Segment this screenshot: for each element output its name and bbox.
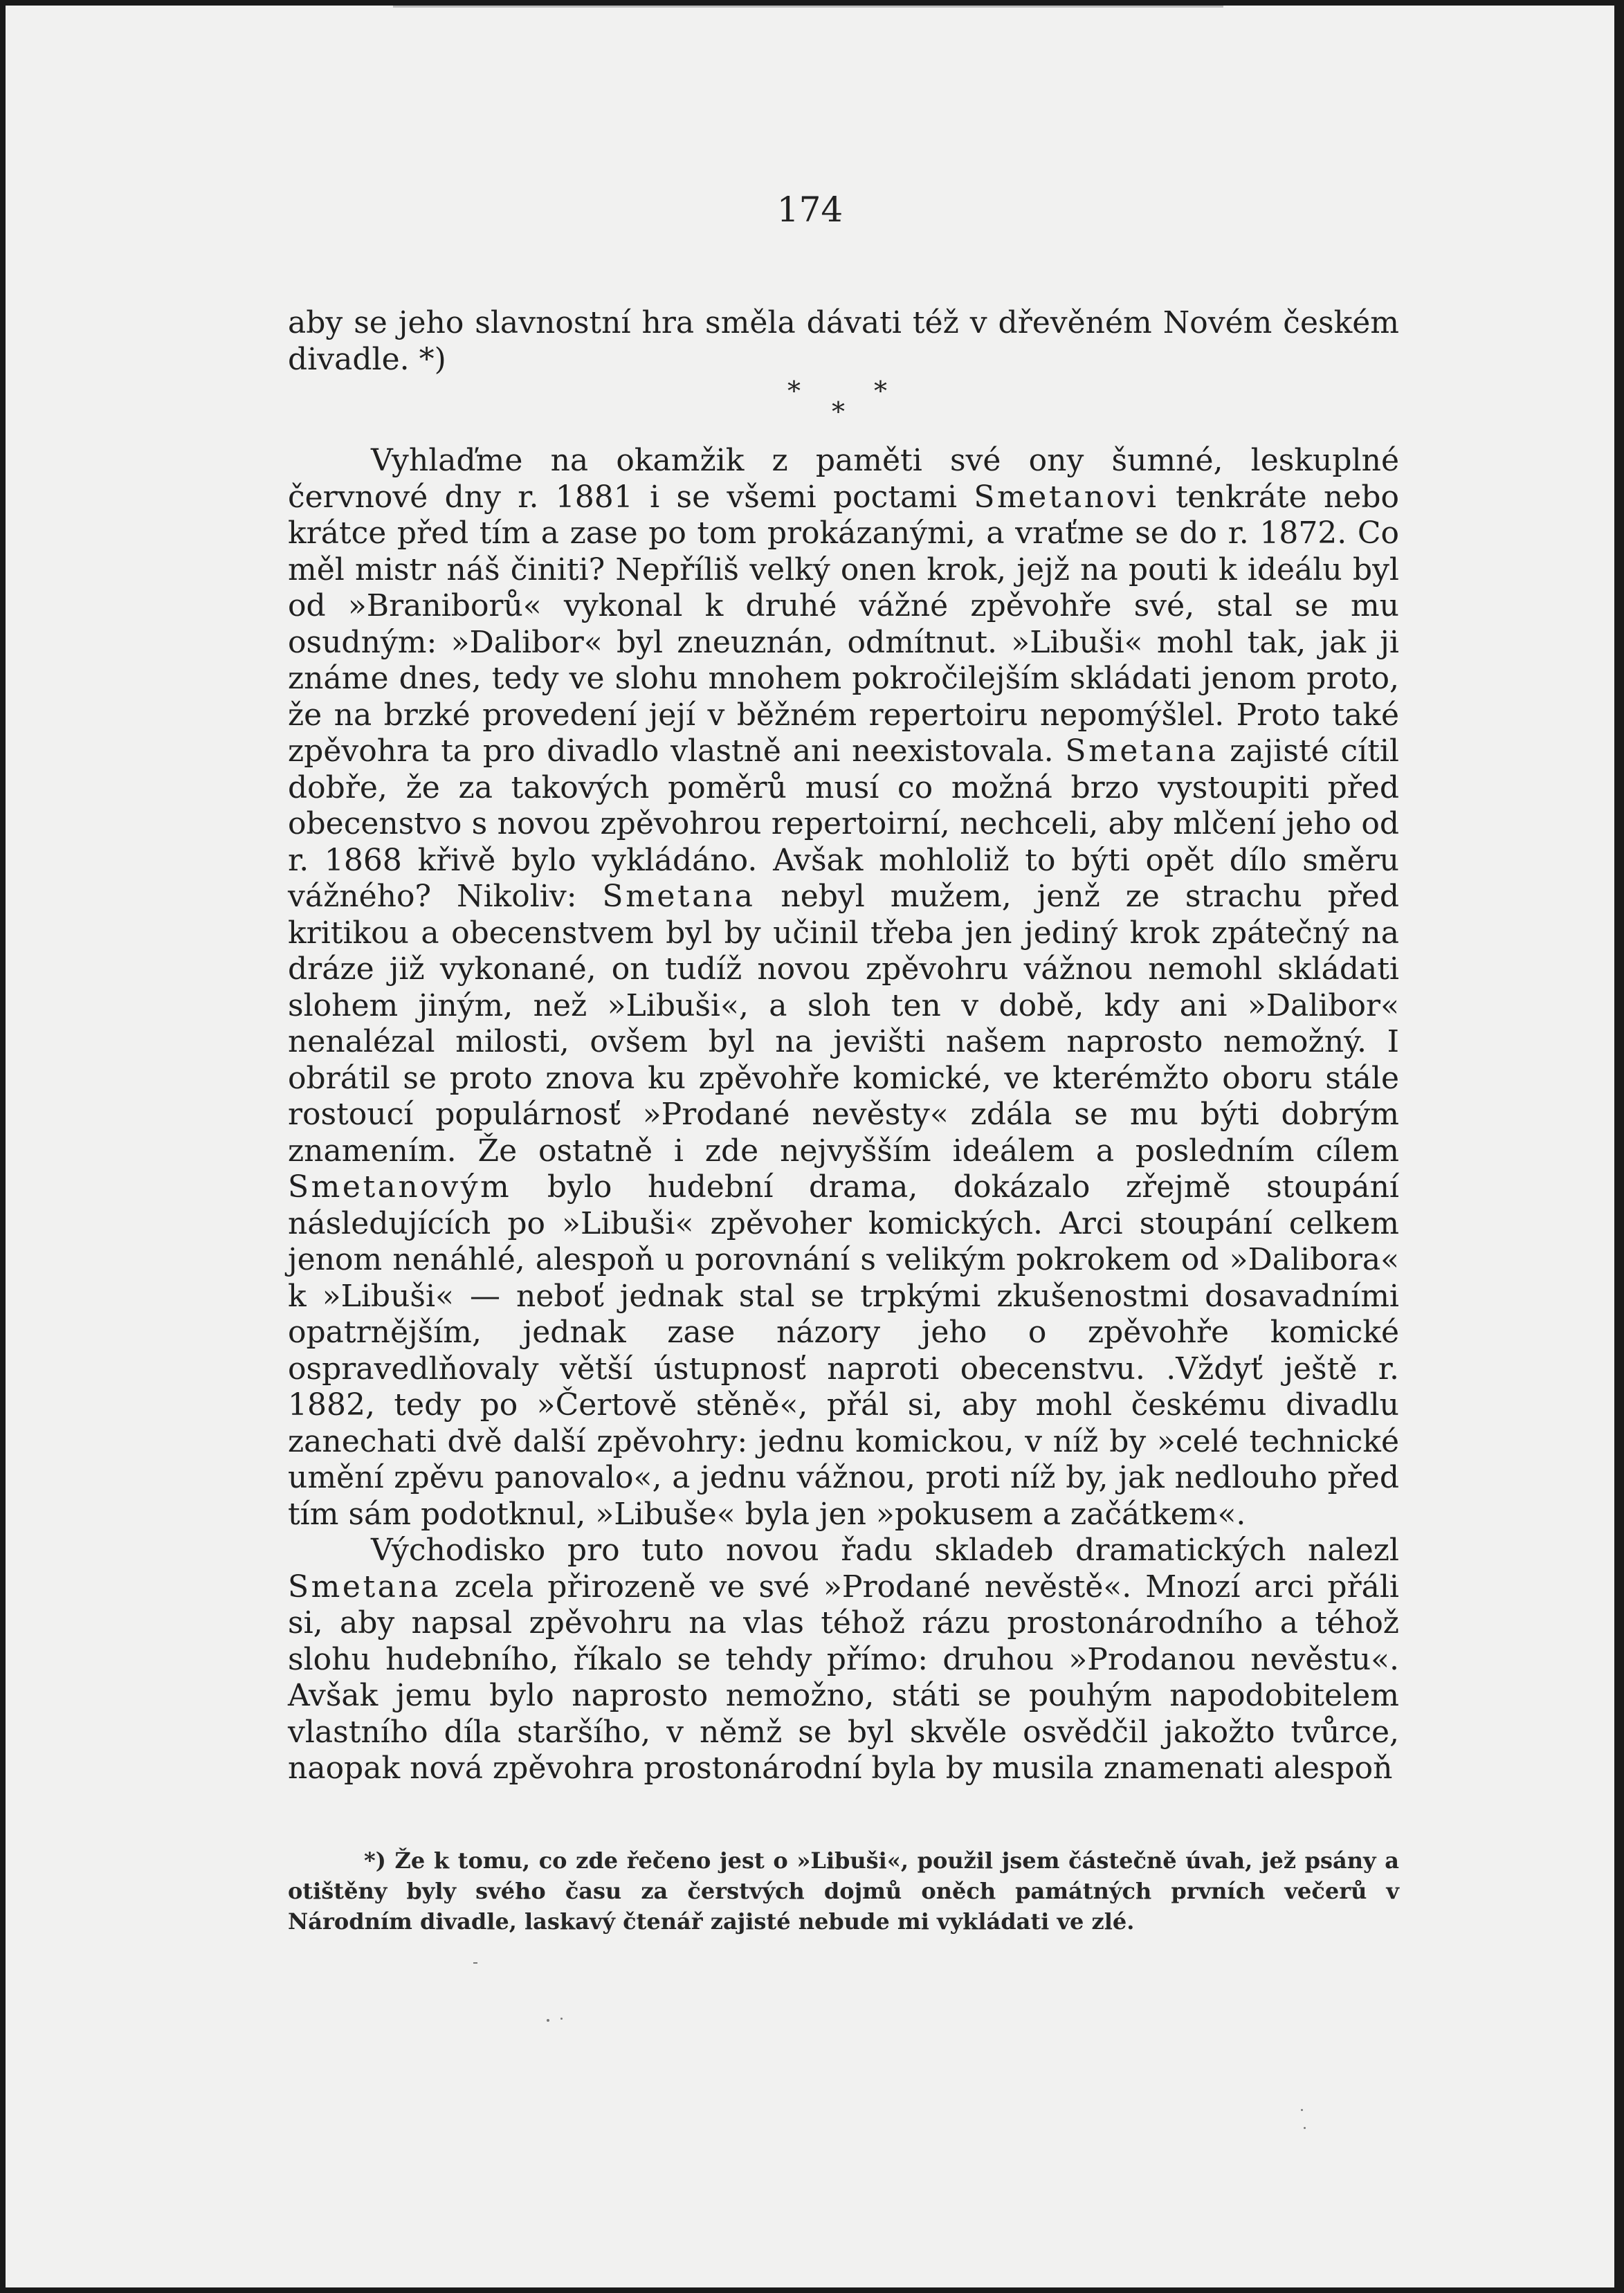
emphasized-name: Smetana [1065,733,1219,769]
speck [547,2019,549,2022]
book-page [6,6,1614,2287]
main-text [288,443,1399,1787]
asterisk-mark: * [787,376,801,406]
text-run: Vyhlaďme na okamžik z paměti své ony šumné, leskuplné červnové dny r. 1881 i se všemi poctami [288,443,1399,515]
text-run: Východisko pro tuto novou řadu skladeb dramatických nalezl [371,1533,1399,1568]
speck [473,1962,477,1964]
text-run: zcela přirozeně ve své »Prodané nevěstě«. Mnozí arci přáli si, aby napsal zpěvohru na vlas téhož rázu prostonárodního a téhož slohu hudebního, říkalo se tehdy přímo: druhou »Prodanou nevěstu«. Avšak jemu bylo naprosto nemožno, státi se pouhým napodobitelem vlastního díla staršího, v němž se byl skvěle osvědčil jakožto tvůrce, naopak nová zpěvohra prostonárodní byla by musila znamenati alespoň [288,1569,1399,1786]
continuation-paragraph [288,304,1399,378]
emphasized-name: Smetanovým [288,1169,512,1205]
text-run: nebyl mužem, jenž ze strachu před kritikou a obecenstvem byl by učinil třeba jen jediný krok zpátečný na dráze již vykonané, on tudíž novou zpěvohru vážnou nemohl skládati slohem jiným, než »Libuši«, a sloh ten v době, kdy ani »Dalibor« nenalézal milosti, ovšem byl na jevišti našem naprosto nemožný. I obrátil se proto znova ku zpěvohře komické, ve kterémžto oboru stále rostoucí populárnosť »Prodané nevěsty« zdála se mu býti dobrým znamením. Že ostatně i zde nejvyšším ideálem a posledním cílem [288,879,1399,1169]
asterisk-mark: * [832,396,845,427]
text-run: tenkráte nebo krátce před tím a zase po tom prokázanými, a vraťme se do r. 1872. Co měl mistr náš činiti? Nepříliš velký onen krok, jejž na pouti k ideálu byl od »Braniborů« vykonal k druhé vážné zpěvohře své, stal se mu osudným: »Dalibor« byl zneuznán, odmítnut. »Libuši« mohl tak, jak ji známe dnes, tedy ve slohu mnohem pokročilejším skládati jenom proto, že na brzké provedení její v běžném repertoiru nepomýšlel. Proto také zpěvohra ta pro divadlo vlastně ani neexistovala. [288,479,1400,769]
asterisk-mark: * [874,376,887,406]
text-run: zajisté cítil dobře, že za takových poměrů musí co možná brzo vystoupiti před obecenstvo s novou zpěvohrou repertoirní, nechceli, aby mlčení jeho od r. 1868 křivě bylo vykládáno. Avšak mohloliž to býti opět dílo směru vážného? Nikoliv: [288,733,1400,914]
text-run: bylo hudební drama, dokázalo zřejmě stoupání následujících po »Libuši« zpěvoher komických. Arci stoupání celkem jenom nenáhlé, alespoň u porovnání s velikým pokrokem od »Dalibora« k »Libuši« — neboť jednak stal se trpkými zkušenostmi dosavadními opatrnějším, jednak zase názory jeho o zpěvohře komické ospravedlňovaly větší ústupnosť naproti obecenstvu. .Vždyť ještě r. 1882, tedy po »Čertově stěně«, přál si, aby mohl českému divadlu zanechati dvě další zpěvohry: jednu komickou, v níž by »celé technické umění zpěvu panovalo«, a jednu vážnou, proti níž by, jak nedlouho před tím sám podotknul, »Libuše« byla jen »pokusem a začátkem«. [288,1169,1399,1532]
scan-edge-line [393,6,1223,8]
page-number: 174 [776,190,843,230]
paragraph-2 [288,1533,1399,1787]
emphasized-name: Smetana [602,879,756,914]
section-asterism [781,376,905,427]
speck [560,2018,563,2020]
footnote [288,1845,1399,1937]
emphasized-name: Smetana [288,1569,441,1605]
speck [1301,2109,1303,2111]
emphasized-name: Smetanovi [974,479,1159,515]
paragraph-1 [288,443,1399,1533]
continuation-text: aby se jeho slavnostní hra směla dávati též v dřevěném Novém českém divadle. *) [288,305,1399,377]
speck [1304,2127,1306,2129]
footnote-text: *) Že k tomu, co zde řečeno jest o »Libuši«, použil jsem částečně úvah, jež psány a otištěny byly svého času za čerstvých dojmů oněch památných prvních večerů v Národním divadle, laskavý čtenář zajisté nebude mi vykládati ve zlé. [288,1847,1399,1935]
